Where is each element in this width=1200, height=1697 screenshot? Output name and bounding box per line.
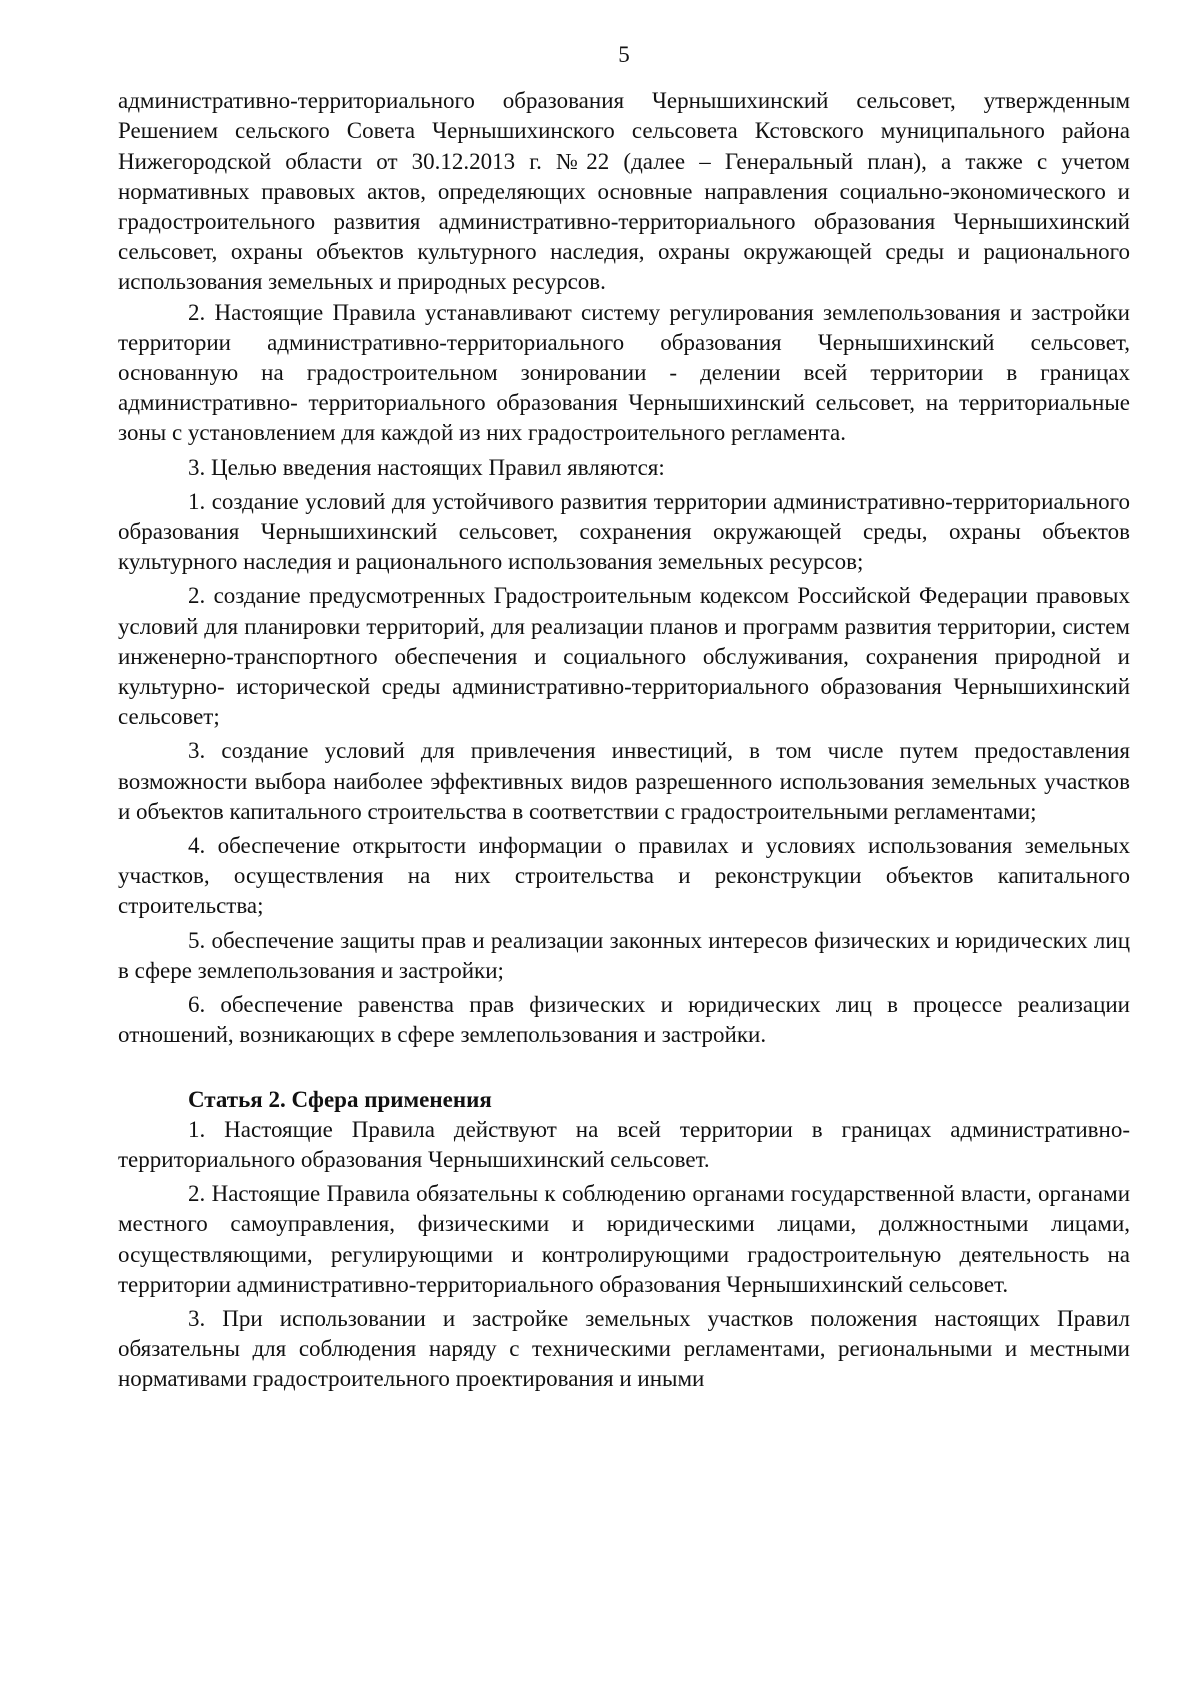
article-2-paragraph-2: 2. Настоящие Правила обязательны к соблюдению органами государственной власти, органами местного самоуправления, физическими и юридическими лицами, должностными лицами, осуществляющими, регулирующими и контролирующими градостроительную деятельность на территории административно-территориального образования Чернышихинский сельсовет. <box>118 1181 1130 1297</box>
paragraph-rules-system: 2. Настоящие Правила устанавливают систему регулирования землепользования и застройки территории административно-территориального образования Чернышихинский сельсовет, основанную на градостроительном зонировании - делении всей территории в границах административно- территориального образования Чернышихинский сельсовет, на территориальные зоны с установлением для каждой из них градостроительного регламента. <box>118 299 1130 446</box>
list-item-goal-4: 4. обеспечение открытости информации о правилах и условиях использования земельных участков, осуществления на них строительства и реконструкции объектов капитального строительства; <box>118 833 1130 919</box>
list-item-goal-5: 5. обеспечение защиты прав и реализации законных интересов физических и юридических лиц в сфере землепользования и застройки; <box>118 927 1130 983</box>
article-2-paragraph-1: 1. Настоящие Правила действуют на всей территории в границах административно-территориального образования Чернышихинский сельсовет. <box>118 1116 1130 1172</box>
article-2-paragraph-3: 3. При использовании и застройке земельных участков положения настоящих Правил обязательны для соблюдения наряду с техническими регламентами, региональными и местными нормативами градостроительного проектирования и иными <box>118 1305 1130 1392</box>
article-2-heading: Статья 2. Сфера применения <box>188 1086 492 1112</box>
list-item-goal-2: 2. создание предусмотренных Градостроительным кодексом Российской Федерации правовых условий для планировки территорий, для реализации планов и программ развития территории, систем инженерно-транспортного обеспечения и социального обслуживания, сохранения природной и культурно- исторической среды административно-территориального образования Чернышихинский сельсовет; <box>118 583 1130 730</box>
document-page <box>118 40 1130 1395</box>
list-item-goal-6: 6. обеспечение равенства прав физических и юридических лиц в процессе реализации отношений, возникающих в сфере землепользования и застройки. <box>118 992 1130 1048</box>
paragraph-continuation: административно-территориального образования Чернышихинский сельсовет, утвержденным Решением сельского Совета Чернышихинского сельсовета Кстовского муниципального района Нижегородской области от 30.12.2013 г. №22 (далее – Генеральный план), а также с учетом нормативных правовых актов, определяющих основные направления социально-экономического и градостроительного развития административно-территориального образования Чернышихинский сельсовет, охраны объектов культурного наследия, охраны окружающей среды и рационального использования земельных и природных ресурсов. <box>118 88 1130 295</box>
list-item-goal-3: 3. создание условий для привлечения инвестиций, в том числе путем предоставления возможности выбора наиболее эффективных видов разрешенного использования земельных участков и объектов капитального строительства в соответствии с градостроительными регламентами; <box>118 738 1130 824</box>
list-item-goal-1: 1. создание условий для устойчивого развития территории административно-территориального образования Чернышихинский сельсовет, сохранения окружающей среды, охраны объектов культурного наследия и рационального использования земельных ресурсов; <box>118 488 1130 575</box>
paragraph-goals-intro: 3. Целью введения настоящих Правил являются: <box>188 454 665 480</box>
page-number: 5 <box>618 42 630 67</box>
